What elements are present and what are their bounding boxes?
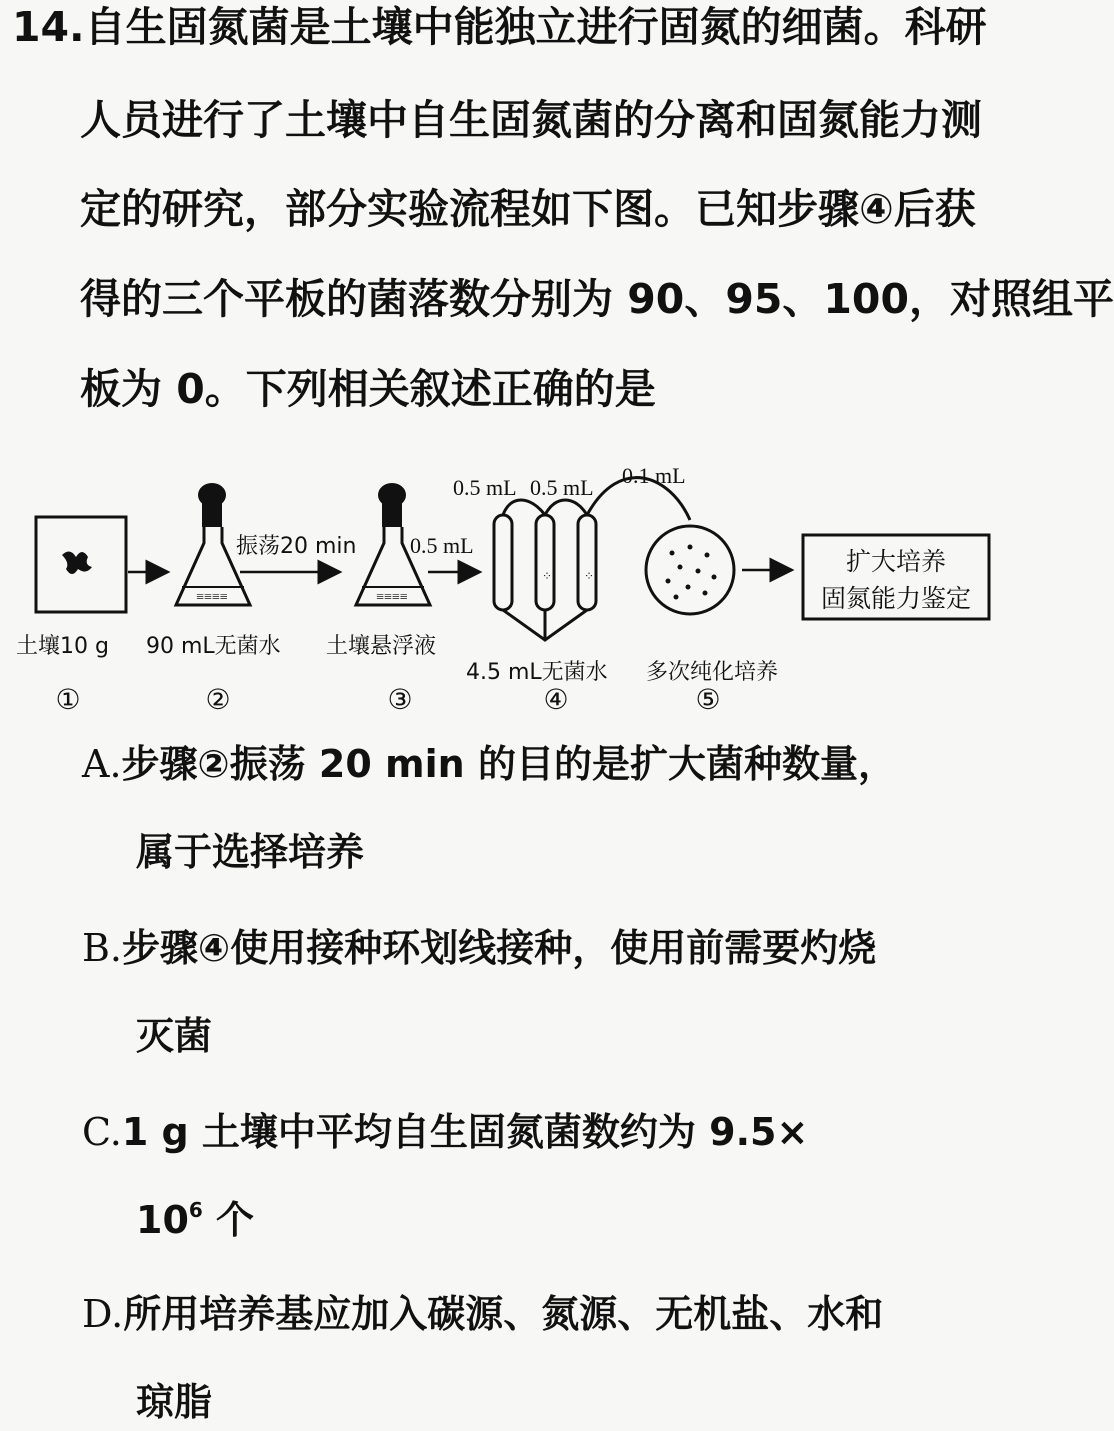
label-suspension: 土壤悬浮液 [326,634,437,659]
option-a-letter: A. [82,742,122,786]
svg-text:≡≡≡≡: ≡≡≡≡ [376,590,408,605]
label-water-90: 90 mL无菌水 [146,634,281,659]
volume-label-transfer-1: 0.5 mL [410,533,474,558]
petri-dish-icon [646,526,734,614]
step-number-2: ② [205,683,231,716]
stem-line-2: 人员进行了土壤中自生固氮菌的分离和固氮能力测 [80,96,982,144]
option-d-letter: D. [82,1292,124,1336]
svg-text:⁘: ⁘ [584,569,595,583]
option-d-line-2: 琼脂 [136,1380,213,1424]
option-c-letter: C. [82,1110,122,1154]
test-tubes-dilution [494,478,690,640]
option-d-line-1: D.所用培养基应加入碳源、氮源、无机盐、水和 [82,1292,884,1336]
svg-text:⁘: ⁘ [542,569,553,583]
option-a-line-1: A.步骤②振荡 20 min 的目的是扩大菌种数量， [82,742,896,786]
volume-label-plating: 0.1 mL [622,463,686,488]
soil-sample-icon [62,551,92,574]
option-c-line-2: $10^6$ 个 [136,1198,255,1242]
step-number-4: ④ [543,683,569,716]
svg-text:≡≡≡≡: ≡≡≡≡ [196,590,228,605]
shake-label: 振荡20 min [236,534,357,559]
volume-label-transfer-3: 0.5 mL [530,475,594,500]
option-b-line-1: B.步骤④使用接种环划线接种，使用前需要灼烧 [82,926,877,970]
experiment-flow-diagram [0,455,1008,725]
option-a-line-2: 属于选择培养 [136,830,365,874]
question-number: 14. [12,3,85,51]
label-soil: 土壤10 g [16,634,109,659]
option-b-letter: B. [82,926,123,970]
step-number-1: ① [55,683,81,716]
step-number-3: ③ [387,683,413,716]
stem-line-5: 板为 0。下列相关叙述正确的是 [80,365,656,413]
label-water-45: 4.5 mL无菌水 [466,660,608,685]
option-b-line-2: 灭菌 [136,1014,213,1058]
label-purify: 多次纯化培养 [646,660,779,685]
step-number-5: ⑤ [695,683,721,716]
stem-line-4: 得的三个平板的菌落数分别为 90、95、100，对照组平 [80,275,1114,323]
stem-line-3: 定的研究，部分实验流程如下图。已知步骤④后获 [80,185,976,233]
volume-label-transfer-2: 0.5 mL [453,475,517,500]
stem-line-1: 14.自生固氮菌是土壤中能独立进行固氮的细菌。科研 [12,3,987,51]
result-box-line-1: 扩大培养 [845,547,947,576]
option-c-line-1: C.1 g 土壤中平均自生固氮菌数约为 9.5× [82,1110,809,1154]
result-box-line-2: 固氮能力鉴定 [820,584,972,613]
